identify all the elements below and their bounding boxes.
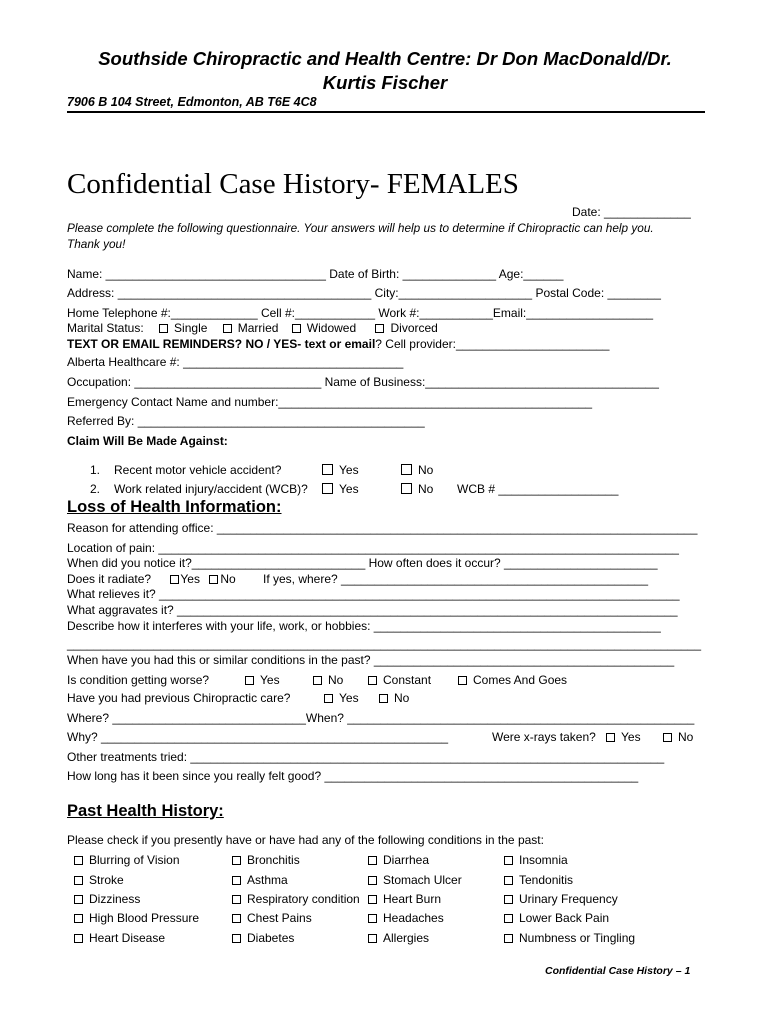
condition-option[interactable] bbox=[74, 873, 124, 887]
loss-of-health-heading: Loss of Health Information: bbox=[67, 498, 282, 516]
checkbox-icon[interactable] bbox=[401, 464, 412, 475]
clinic-name-line2: Kurtis Fischer bbox=[322, 72, 448, 93]
condition-label: Tendonitis bbox=[519, 873, 574, 887]
claim-label: Claim Will Be Made Against: bbox=[67, 434, 228, 448]
checkbox-icon[interactable] bbox=[232, 876, 241, 885]
interferes-field[interactable]: Describe how it interferes with your life, work, or hobbies: ___________________________________________ bbox=[67, 619, 661, 633]
worse-yes-option[interactable]: Yes bbox=[245, 673, 280, 687]
checkbox-icon[interactable] bbox=[74, 895, 83, 904]
checkbox-icon[interactable] bbox=[170, 575, 179, 584]
xray-no-option[interactable]: No bbox=[663, 730, 693, 744]
condition-label: Lower Back Pain bbox=[519, 911, 610, 925]
condition-option[interactable] bbox=[504, 873, 573, 887]
claim-1-yes[interactable]: Yes bbox=[322, 463, 359, 477]
prev-chiro-yes-option[interactable]: Yes bbox=[324, 691, 359, 705]
condition-label: Heart Burn bbox=[383, 892, 442, 906]
condition-label: Diarrhea bbox=[383, 853, 430, 867]
radiate-label: Does it radiate? bbox=[67, 572, 152, 586]
footer-page-label: Confidential Case History – 1 bbox=[545, 965, 691, 977]
condition-label: Stroke bbox=[89, 873, 124, 887]
marital-married-option[interactable]: Married bbox=[223, 321, 279, 335]
where-when-field[interactable]: Where? _____________________________When? ____________________________________________________ bbox=[67, 711, 695, 725]
reminders-row bbox=[67, 337, 609, 351]
worse-label: Is condition getting worse? bbox=[67, 673, 210, 687]
address-field[interactable]: Address: ______________________________________ City:____________________ Postal Code: ________ bbox=[67, 286, 661, 300]
condition-label: Allergies bbox=[383, 931, 430, 945]
condition-label: Dizziness bbox=[89, 892, 141, 906]
checkbox-icon[interactable] bbox=[368, 856, 377, 865]
condition-option[interactable] bbox=[74, 853, 180, 867]
checkbox-icon[interactable] bbox=[368, 676, 377, 685]
radiate-no-option[interactable]: No bbox=[209, 572, 235, 586]
condition-option[interactable] bbox=[368, 873, 462, 887]
condition-option[interactable] bbox=[232, 892, 360, 906]
radiate-yes-option[interactable]: Yes bbox=[170, 572, 200, 586]
claim-2-text: Work related injury/accident (WCB)? bbox=[114, 482, 308, 496]
page-title: Confidential Case History- FEMALES bbox=[67, 168, 519, 200]
condition-option[interactable] bbox=[504, 853, 568, 867]
condition-label: Bronchitis bbox=[247, 853, 300, 867]
condition-option[interactable] bbox=[368, 911, 444, 925]
referred-by-field[interactable]: Referred By: ___________________________________________ bbox=[67, 414, 425, 428]
checkbox-icon[interactable] bbox=[368, 895, 377, 904]
reason-field[interactable]: Reason for attending office: ________________________________________________________________________ bbox=[67, 521, 698, 535]
condition-label: Diabetes bbox=[247, 931, 295, 945]
checkbox-icon[interactable] bbox=[245, 676, 254, 685]
condition-option[interactable] bbox=[368, 892, 441, 906]
checkbox-icon[interactable] bbox=[232, 856, 241, 865]
checkbox-icon[interactable] bbox=[209, 575, 218, 584]
condition-label: Heart Disease bbox=[89, 931, 166, 945]
condition-option[interactable] bbox=[74, 931, 165, 945]
condition-option[interactable] bbox=[232, 931, 294, 945]
condition-label: Headaches bbox=[383, 911, 444, 925]
checkbox-icon[interactable] bbox=[322, 483, 333, 494]
condition-label: Asthma bbox=[247, 873, 288, 887]
checkbox-icon[interactable] bbox=[504, 914, 513, 923]
claim-1-number: 1. bbox=[90, 463, 101, 477]
date-field[interactable]: Date: _____________ bbox=[572, 205, 691, 219]
condition-label: Respiratory condition bbox=[247, 892, 360, 906]
marital-status-row bbox=[67, 321, 438, 335]
checkbox-icon[interactable] bbox=[232, 914, 241, 923]
relieves-field[interactable]: What relieves it? ______________________________________________________________________________ bbox=[67, 587, 680, 601]
checkbox-icon[interactable] bbox=[292, 324, 301, 333]
checkbox-icon[interactable] bbox=[232, 934, 241, 943]
checkbox-icon[interactable] bbox=[504, 876, 513, 885]
condition-label: High Blood Pressure bbox=[89, 911, 200, 925]
marital-widowed-option[interactable]: Widowed bbox=[292, 321, 356, 335]
header-rule bbox=[67, 111, 705, 113]
marital-divorced-option[interactable]: Divorced bbox=[375, 321, 437, 335]
condition-option[interactable] bbox=[232, 911, 312, 925]
condition-option[interactable] bbox=[74, 892, 140, 906]
past-health-instruction: Please check if you presently have or have had any of the following conditions in the past: bbox=[67, 833, 544, 847]
checkbox-icon[interactable] bbox=[74, 876, 83, 885]
other-treatments-field[interactable]: Other treatments tried: _______________________________________________________________________ bbox=[67, 750, 665, 764]
checkbox-icon[interactable] bbox=[232, 895, 241, 904]
claim-1-no[interactable]: No bbox=[401, 463, 433, 477]
condition-option[interactable] bbox=[368, 931, 429, 945]
name-dob-age-field[interactable]: Name: _________________________________ Date of Birth: ______________ Age:______ bbox=[67, 267, 564, 281]
checkbox-icon[interactable] bbox=[401, 483, 412, 494]
condition-label: Chest Pains bbox=[247, 911, 312, 925]
xray-label: Were x-rays taken? bbox=[492, 730, 596, 744]
interferes-continued-field[interactable]: _______________________________________________________________________________________________ bbox=[67, 637, 702, 651]
marital-status-label: Marital Status: bbox=[67, 321, 144, 335]
worse-comes-and-goes-option[interactable]: Comes And Goes bbox=[458, 673, 567, 687]
condition-label: Numbness or Tingling bbox=[519, 931, 636, 945]
past-conditions-field[interactable]: When have you had this or similar conditions in the past? _____________________________________________ bbox=[67, 653, 675, 667]
condition-label: Insomnia bbox=[519, 853, 568, 867]
condition-option[interactable] bbox=[504, 892, 618, 906]
reminders-label: TEXT OR EMAIL REMINDERS? NO / YES- text or email bbox=[67, 337, 376, 351]
checkbox-icon[interactable] bbox=[74, 914, 83, 923]
when-noticed-field[interactable]: When did you notice it?__________________________ How often does it occur? _______________________ bbox=[67, 556, 658, 570]
checkbox-icon[interactable] bbox=[368, 934, 377, 943]
condition-option[interactable] bbox=[232, 873, 288, 887]
checkbox-icon[interactable] bbox=[663, 733, 672, 742]
emergency-contact-field[interactable]: Emergency Contact Name and number:_______________________________________________ bbox=[67, 395, 593, 409]
checkbox-icon[interactable] bbox=[74, 934, 83, 943]
claim-1-text: Recent motor vehicle accident? bbox=[114, 463, 282, 477]
condition-option[interactable] bbox=[74, 911, 199, 925]
condition-label: Blurring of Vision bbox=[89, 853, 180, 867]
condition-option[interactable] bbox=[368, 853, 429, 867]
checkbox-icon[interactable] bbox=[368, 876, 377, 885]
xray-yes-option[interactable]: Yes bbox=[606, 730, 641, 744]
checkbox-icon[interactable] bbox=[606, 733, 615, 742]
prev-chiro-no-option[interactable]: No bbox=[379, 691, 409, 705]
location-field[interactable]: Location of pain: ______________________________________________________________________________ bbox=[67, 541, 679, 555]
clinic-name-line1: Southside Chiropractic and Health Centre: Dr Don MacDonald/Dr. bbox=[98, 48, 672, 69]
checkbox-icon[interactable] bbox=[458, 676, 467, 685]
condition-option[interactable] bbox=[232, 853, 300, 867]
clinic-address: 7906 B 104 Street, Edmonton, AB T6E 4C8 bbox=[67, 95, 317, 109]
checkbox-icon[interactable] bbox=[375, 324, 384, 333]
checkbox-icon[interactable] bbox=[159, 324, 168, 333]
checkbox-icon[interactable] bbox=[223, 324, 232, 333]
claim-2-no[interactable]: No bbox=[401, 482, 433, 496]
occupation-field[interactable]: Occupation: ____________________________ Name of Business:___________________________________ bbox=[67, 375, 659, 389]
checkbox-icon[interactable] bbox=[379, 694, 388, 703]
radiate-row bbox=[67, 572, 648, 586]
marital-single-option[interactable]: Single bbox=[159, 321, 207, 335]
checkbox-icon[interactable] bbox=[368, 914, 377, 923]
past-health-heading: Past Health History: bbox=[67, 802, 224, 820]
intro-thanks: Thank you! bbox=[67, 237, 126, 251]
condition-label: Urinary Frequency bbox=[519, 892, 618, 906]
condition-option[interactable] bbox=[504, 911, 609, 925]
checkbox-icon[interactable] bbox=[74, 856, 83, 865]
worse-no-option[interactable]: No bbox=[313, 673, 343, 687]
checkbox-icon[interactable] bbox=[322, 464, 333, 475]
intro-text: Please complete the following questionnaire. Your answers will help us to determine if Chiropractic can help you. bbox=[67, 221, 654, 235]
why-field[interactable]: Why? ____________________________________________________ bbox=[67, 730, 449, 744]
prev-chiro-label: Have you had previous Chiropractic care? bbox=[67, 691, 291, 705]
healthcare-field[interactable]: Alberta Healthcare #: _________________________________ bbox=[67, 355, 404, 369]
wcb-number-field[interactable]: WCB # __________________ bbox=[457, 482, 619, 496]
checkbox-icon[interactable] bbox=[504, 895, 513, 904]
checkbox-icon[interactable] bbox=[324, 694, 333, 703]
condition-label: Stomach Ulcer bbox=[383, 873, 462, 887]
checkbox-icon[interactable] bbox=[313, 676, 322, 685]
checkbox-icon[interactable] bbox=[504, 856, 513, 865]
aggravates-field[interactable]: What aggravates it? ___________________________________________________________________________ bbox=[67, 603, 678, 617]
cell-provider-field[interactable]: ? Cell provider:_______________________ bbox=[375, 337, 610, 351]
felt-good-field[interactable]: How long has it been since you really felt good? _______________________________________________ bbox=[67, 769, 639, 783]
checkbox-icon[interactable] bbox=[504, 934, 513, 943]
phone-email-field[interactable]: Home Telephone #:_____________ Cell #:____________ Work #:___________Email:___________________ bbox=[67, 306, 654, 320]
claim-2-yes[interactable]: Yes bbox=[322, 482, 359, 496]
claim-2-number: 2. bbox=[90, 482, 101, 496]
condition-option[interactable] bbox=[504, 931, 635, 945]
radiate-where-field[interactable]: If yes, where? ______________________________________________ bbox=[263, 572, 649, 586]
worse-constant-option[interactable]: Constant bbox=[368, 673, 431, 687]
